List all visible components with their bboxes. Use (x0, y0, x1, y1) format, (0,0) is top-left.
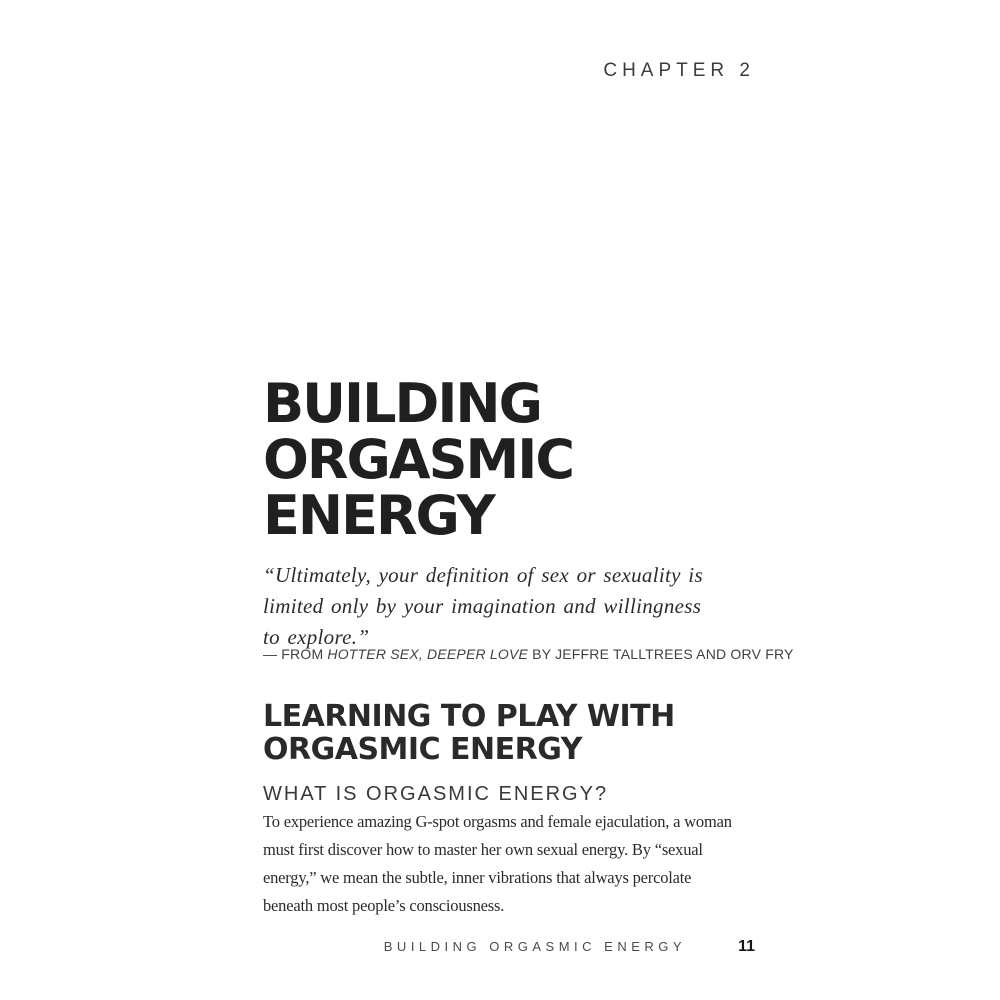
body-line-3: energy,” we mean the subtle, inner vibrations that always percolate (263, 868, 692, 887)
body-line-1: To experience amazing G-spot orgasms and female ejaculation, a woman (263, 812, 732, 831)
attribution-prefix: — FROM (263, 646, 328, 662)
pull-quote-line-1: “Ultimately, your definition of sex or sexuality is (263, 563, 703, 587)
chapter-title (263, 372, 755, 547)
section-heading-line-2: ORGASMIC ENERGY (263, 732, 582, 767)
attribution-suffix: BY JEFFRE TALLTREES AND ORV FRY (528, 646, 794, 662)
body-line-4: beneath most people’s consciousness. (263, 896, 505, 915)
pull-quote (263, 560, 755, 653)
chapter-title-line-3: ENERGY (263, 484, 494, 547)
sub-heading: WHAT IS ORGASMIC ENERGY? (263, 783, 609, 805)
section-heading-line-1: LEARNING TO PLAY WITH (263, 699, 675, 734)
section-heading (263, 700, 755, 766)
body-paragraph (263, 808, 755, 920)
page-footer (263, 938, 755, 956)
chapter-title-line-1: BUILDING (263, 372, 541, 435)
pull-quote-line-3: to explore.” (263, 625, 370, 649)
quote-attribution (263, 646, 794, 662)
pull-quote-line-2: limited only by your imagination and willingness (263, 594, 702, 618)
attribution-work-title: HOTTER SEX, DEEPER LOVE (327, 646, 529, 662)
page-number: 11 (738, 938, 755, 955)
running-title: BUILDING ORGASMIC ENERGY (383, 939, 687, 954)
body-line-2: must first discover how to master her own sexual energy. By “sexual (263, 840, 703, 859)
chapter-label: CHAPTER 2 (603, 60, 755, 81)
chapter-title-line-2: ORGASMIC (263, 428, 573, 491)
